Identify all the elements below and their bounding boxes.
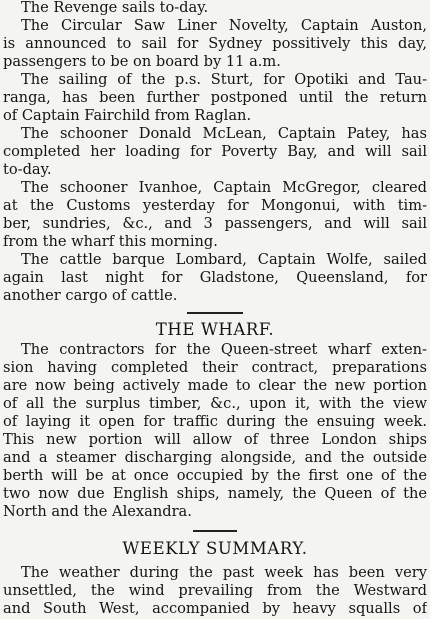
shipping-p6-line1: The cattle barque Lombard, Captain Wolfe, sailed bbox=[21, 251, 427, 268]
shipping-p6-line2: again last night for Gladstone, Queensland, for bbox=[3, 269, 427, 286]
weekly-summary-heading: WEEKLY SUMMARY. bbox=[122, 539, 308, 558]
wharf-line-1: The contractors for the Queen-street wharf exten- bbox=[21, 341, 427, 358]
shipping-p5-line2: at the Customs yesterday for Mongonui, with tim- bbox=[3, 197, 427, 214]
wharf-line-4: of all the surplus timber, &c., upon it, with the view bbox=[3, 395, 427, 412]
wharf-line-8: berth will be at once occupied by the first one of the bbox=[3, 467, 427, 484]
section-divider-rule bbox=[187, 312, 243, 314]
weekly-line-3: and South West, accompanied by heavy squalls of bbox=[3, 600, 427, 617]
shipping-p4-line1: The schooner Donald McLean, Captain Patey, has bbox=[21, 125, 427, 142]
wharf-line-3: are now being actively made to clear the new portion bbox=[3, 377, 427, 394]
shipping-p3-line1: The sailing of the p.s. Sturt, for Opotiki and Tau- bbox=[21, 71, 427, 88]
shipping-p2-line2: is announced to sail for Sydney possitively this day, bbox=[3, 35, 427, 52]
wharf-line-6: This new portion will allow of three London ships bbox=[3, 431, 427, 448]
wharf-line-5: of laying it open for traffic during the ensuing week. bbox=[3, 413, 427, 430]
shipping-p5-line3: ber, sundries, &c., and 3 passengers, and will sail bbox=[3, 215, 427, 232]
wharf-line-2: sion having completed their contract, preparations bbox=[3, 359, 427, 376]
shipping-p2-line1: The Circular Saw Liner Novelty, Captain Auston, bbox=[21, 17, 427, 34]
weekly-line-1: The weather during the past week has been very bbox=[21, 564, 427, 581]
shipping-p1-line1: The Revenge sails to-day. bbox=[21, 0, 209, 16]
wharf-line-9: two now due English ships, namely, the Queen of the bbox=[3, 485, 427, 502]
shipping-p6-line3: another cargo of cattle. bbox=[3, 287, 178, 304]
section-divider-rule bbox=[193, 530, 237, 532]
weekly-line-2: unsettled, the wind prevailing from the Westward bbox=[3, 582, 427, 599]
shipping-p3-line3: of Captain Fairchild from Raglan. bbox=[3, 107, 252, 124]
wharf-line-10: North and the Alexandra. bbox=[3, 503, 192, 520]
shipping-p4-line3: to-day. bbox=[3, 161, 52, 178]
wharf-heading: THE WHARF. bbox=[155, 320, 275, 339]
shipping-p2-line3: passengers to be on board by 11 a.m. bbox=[3, 53, 281, 70]
wharf-line-7: and a steamer discharging alongside, and the outside bbox=[3, 449, 427, 466]
shipping-p5-line4: from the wharf this morning. bbox=[3, 233, 218, 250]
shipping-p5-line1: The schooner Ivanhoe, Captain McGregor, cleared bbox=[21, 179, 427, 196]
shipping-p3-line2: ranga, has been further postponed until the return bbox=[3, 89, 427, 106]
shipping-p4-line2: completed her loading for Poverty Bay, and will sail bbox=[3, 143, 427, 160]
